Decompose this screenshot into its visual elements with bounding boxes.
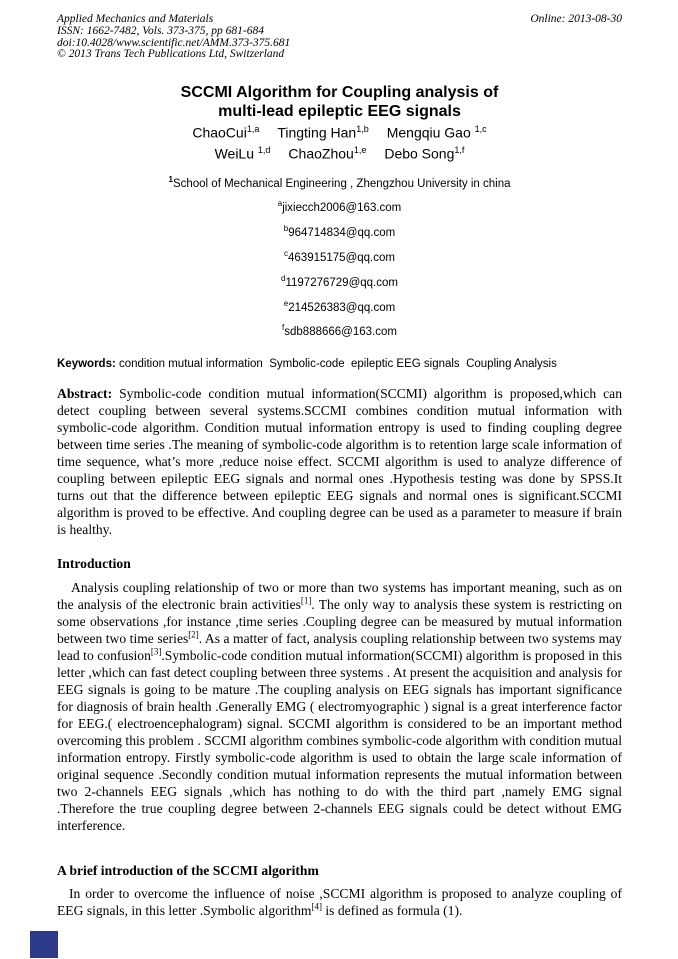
- email-a-sup: a: [277, 199, 283, 209]
- journal-doi: doi:10.4028/www.scientific.net/AMM.373-375.681: [57, 36, 291, 49]
- paper-title-line2: multi-lead epileptic EEG signals: [218, 103, 461, 121]
- authors-row-2: [57, 142, 622, 163]
- email-f-address: sdb888666@163.com: [284, 326, 397, 339]
- affiliation: [57, 173, 622, 191]
- author-2-affil-sup: 1,b: [356, 124, 369, 135]
- keywords-label: Keywords:: [57, 358, 116, 371]
- abstract-text: Symbolic-code condition mutual information(SCCMI) algorithm is proposed,which can detect coupling between several systems.SCCMI combines condition mutual information with symbolic-code algorithm. Condition mutual information entropy is used to finding coupling degree between time series .The meaning of symbolic-code algorithm is to retention large scale information of time sequence, what’s more ,reduce noise effect. SCCMI algorithm is used to analyze difference of coupling between epileptic EEG signals and normal ones .Hypothesis testing was done by SPSS.It turns out that the difference between epileptic EEG signals and normal ones is significant.SCCMI algorithm is proved to be effective. And coupling degree can be used as a parameter to measure if brain is healthy.: [57, 386, 622, 538]
- author-5: ChaoZhou$^{1,e}$: [288, 145, 367, 162]
- affiliation-sup: 1: [168, 174, 173, 184]
- journal-copyright: © 2013 Trans Tech Publications Ltd, Switzerland: [57, 48, 285, 61]
- email-b-sup: b: [283, 224, 289, 234]
- email-f-sup: f: [282, 323, 285, 333]
- email-d: [57, 273, 622, 289]
- email-b: [57, 223, 622, 239]
- author-4: WeiLu $^{1,d}$: [214, 145, 271, 162]
- author-5-affil-sup: 1,e: [353, 145, 367, 156]
- email-a: [57, 198, 622, 214]
- introduction-paragraph: [57, 579, 622, 834]
- introduction-heading: Introduction: [57, 556, 131, 572]
- email-a-address: jixiecch2006@163.com: [282, 202, 402, 215]
- email-d-address: 1197276729@qq.com: [285, 276, 398, 289]
- author-6: Debo Song$^{1,f}$: [384, 145, 465, 162]
- sccmi-seg1: In order to overcome the influence of noise ,SCCMI algorithm is proposed to analyze coupling of EEG signals, in this letter .Symbolic algorithm: [57, 886, 622, 919]
- author-2: Tingting Han$^{1,b}$: [277, 124, 369, 141]
- author-3-affil-sup: 1,c: [474, 124, 487, 135]
- email-b-address: 964714834@qq.com: [288, 226, 396, 239]
- citation-ref-3: [3]: [150, 646, 162, 657]
- author-1-affil-sup: 1,a: [246, 124, 260, 135]
- page-corner-logo: [30, 931, 58, 958]
- introduction-seg4: .Symbolic-code condition mutual information(SCCMI) algorithm is proposed in this letter ,which can fast detect coupling between three systems . At present the acquisition and analysis for EEG signals is going to be mature .The coupling analysis on EEG signals has important significance for diagnosis of brain health .Generally EMG ( electromyographic ) signal is a great interference factor for EEG.( electroencephalogram) signal. SCCMI algorithm is considered to be an important method overcoming this problem . SCCMI algorithm combines symbolic-code algorithm with condition mutual information entropy. Firstly symbolic-code algorithm is used to obtain the large scale information of original sequence .Secondly condition mutual information represents the mutual information between two 2-channels EEG signals ,which has nothing to do with the third part ,namely EMG signal .Therefore the true coupling degree between 2-channels EEG signals could be detect without EMG interference.: [57, 648, 623, 834]
- email-e-address: 214526383@qq.com: [288, 301, 396, 314]
- abstract-label: Abstract:: [57, 386, 113, 402]
- email-e: [57, 298, 622, 314]
- email-c-address: 463915175@qq.com: [288, 251, 395, 264]
- email-d-sup: d: [281, 273, 286, 283]
- citation-ref-4: [4]: [311, 901, 322, 912]
- sccmi-paragraph: [57, 885, 622, 919]
- email-c-sup: c: [284, 248, 289, 258]
- author-6-affil-sup: 1,f: [454, 145, 465, 156]
- email-list: [57, 198, 622, 338]
- email-e-sup: e: [283, 298, 289, 308]
- introduction-seg2: . The only way to analysis these system is restricting on some observations ,for instance ,time series .Coupling degree can be measured by mutual information between two time series: [57, 597, 623, 647]
- paper-title-line1: SCCMI Algorithm for Coupling analysis of: [180, 84, 499, 102]
- email-f: [57, 322, 622, 338]
- email-c: [57, 248, 622, 264]
- keywords-line: [57, 357, 622, 371]
- author-1: ChaoCui$^{1,a}$: [192, 124, 260, 141]
- journal-header: [57, 14, 622, 61]
- online-date: Online: 2013-08-30: [530, 13, 622, 25]
- sccmi-seg2: is defined as formula (1).: [321, 903, 463, 919]
- citation-ref-1: [1]: [300, 595, 312, 606]
- abstract-paragraph: [57, 385, 622, 538]
- authors-row-1: [57, 121, 622, 142]
- introduction-seg3: . As a matter of fact, analysis coupling relationship between two systems may lead to confusion: [57, 631, 622, 664]
- introduction-seg1: Analysis coupling relationship of two or more than two systems has important meaning, such as on the analysis of the electronic brain activities: [57, 580, 622, 613]
- citation-ref-2: [2]: [188, 629, 199, 640]
- journal-header-left: [57, 14, 290, 61]
- journal-name: Applied Mechanics and Materials: [57, 13, 214, 25]
- affiliation-text: School of Mechanical Engineering , Zhengzhou University in china: [172, 177, 511, 190]
- journal-issn: ISSN: 1662-7482, Vols. 373-375, pp 681-684: [57, 24, 264, 37]
- author-3: Mengqiu Gao $^{1,c}$: [386, 124, 487, 141]
- paper-title: [57, 83, 622, 121]
- keywords-text: condition mutual information Symbolic-code epileptic EEG signals Coupling Analysis: [115, 358, 557, 371]
- author-4-affil-sup: 1,d: [257, 145, 271, 156]
- sccmi-section-heading: A brief introduction of the SCCMI algorithm: [57, 863, 319, 879]
